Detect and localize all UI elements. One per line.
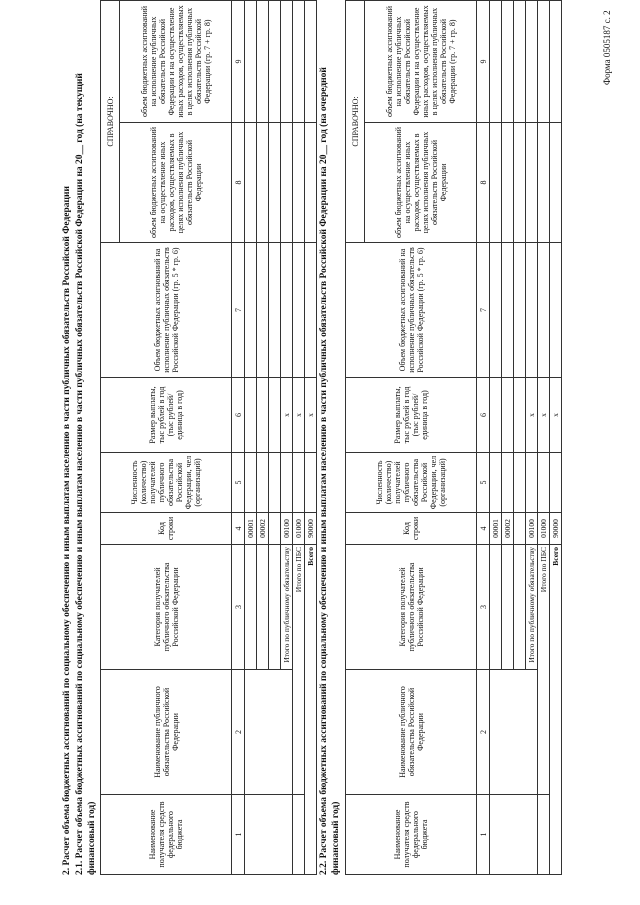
table-row: [550, 1, 562, 875]
line-code-cell: 90000: [305, 513, 317, 545]
line-code-cell: 01000: [538, 513, 550, 545]
x-mark: x: [305, 378, 317, 453]
col-ref-other: объем бюджетных ассигнований на осуществление иных расходов, осуществляемых в целях исполнения публичных обязательств Российской Федерации: [120, 123, 232, 243]
x-mark: x: [538, 378, 550, 453]
table-current-year: [100, 0, 317, 875]
total-pbs-label: Итого по ПБС: [538, 545, 550, 795]
colnum-3: 3: [232, 545, 245, 670]
colnum-7: 7: [232, 243, 245, 378]
col-recipient: Наименование получателя средств федерального бюджета: [101, 795, 232, 875]
subsection-1-title: 2.1. Расчет объема бюджетных ассигнований по социальному обеспечению и иным выплатам населению в части публичных обязательств Российской Федерации на 20__ год (на текущий финансовый год): [75, 73, 97, 875]
table-row: [293, 1, 305, 875]
total-obligation-label: Итого по публичному обязательству: [526, 545, 538, 670]
colnum-6: 6: [232, 378, 245, 453]
table-row: [245, 1, 257, 875]
col-reference: СПРАВОЧНО:: [346, 1, 365, 243]
line-code-cell: 00001: [490, 513, 502, 545]
section-title: 2. Расчет объема бюджетных ассигнований по социальному обеспечению и иным выплатам населению в части публичных обязательств Российской Федерации: [62, 186, 72, 875]
line-code-cell: 00100: [281, 513, 293, 545]
line-code-cell: 00002: [502, 513, 514, 545]
col-line-code: Код строки: [346, 513, 477, 545]
total-pbs-label: Итого по ПБС: [293, 545, 305, 795]
form-code: Форма 0505187 с. 2: [602, 10, 612, 85]
colnum-2: 2: [477, 670, 490, 795]
colnum-8: 8: [477, 123, 490, 243]
col-ref-execution: объем бюджетных ассигнований на исполнение публичных обязательств Российской Федерации и на осуществление иных расходов, осуществляемых в целях исполнения публичных обязательств Российской Федерации (гр. 7 + гр. 8): [120, 1, 232, 123]
colnum-5: 5: [232, 453, 245, 513]
line-code-cell: 01000: [293, 513, 305, 545]
col-count: Численность (количество) получателей публичного обязательства Российской Федерации, чел (организаций): [101, 453, 232, 513]
total-obligation-label: Итого по публичному обязательству: [281, 545, 293, 670]
colnum-4: 4: [232, 513, 245, 545]
subsection-2-title: 2.2. Расчет объема бюджетных ассигнований по социальному обеспечению и иным выплатам населению в части публичных обязательств Российской Федерации на 20__ год (на очередной финансовый год): [319, 67, 341, 875]
table-row: [305, 1, 317, 875]
col-volume: Объем бюджетных ассигнований на исполнение публичных обязательств Российской Федерации (гр. 5 * гр. 6): [346, 243, 477, 378]
col-category: Категория получателей публичного обязательства Российской Федерации: [346, 545, 477, 670]
col-payment-size: Размер выплаты, тыс рублей в год (тыс рублей/единица в год): [101, 378, 232, 453]
colnum-1: 1: [477, 795, 490, 875]
line-code-cell: 00001: [245, 513, 257, 545]
col-category: Категория получателей публичного обязательства Российской Федерации: [101, 545, 232, 670]
col-recipient: Наименование получателя средств федерального бюджета: [346, 795, 477, 875]
line-code-cell: 00100: [526, 513, 538, 545]
colnum-4: 4: [477, 513, 490, 545]
table-row: [490, 1, 502, 875]
colnum-2: 2: [232, 670, 245, 795]
colnum-9: 9: [232, 1, 245, 123]
colnum-1: 1: [232, 795, 245, 875]
col-ref-other: объем бюджетных ассигнований на осуществление иных расходов, осуществляемых в целях исполнения публичных обязательств Российской Федерации: [365, 123, 477, 243]
grand-total-label: Всего: [305, 545, 317, 875]
colnum-3: 3: [477, 545, 490, 670]
line-code-cell: 00002: [257, 513, 269, 545]
col-payment-size: Размер выплаты, тыс рублей в год (тыс рублей/единица в год): [346, 378, 477, 453]
colnum-6: 6: [477, 378, 490, 453]
colnum-5: 5: [477, 453, 490, 513]
table-next-year: [345, 0, 562, 875]
colnum-9: 9: [477, 1, 490, 123]
col-count: Численность (количество) получателей публичного обязательства Российской Федерации, чел (организаций): [346, 453, 477, 513]
col-line-code: Код строки: [101, 513, 232, 545]
x-mark: x: [293, 378, 305, 453]
col-obligation-name: Наименование публичного обязательства Российской Федерации: [101, 670, 232, 795]
colnum-8: 8: [232, 123, 245, 243]
table-row: [538, 1, 550, 875]
colnum-7: 7: [477, 243, 490, 378]
line-code-cell: 90000: [550, 513, 562, 545]
col-volume: Объем бюджетных ассигнований на исполнение публичных обязательств Российской Федерации (гр. 5 * гр. 6): [101, 243, 232, 378]
x-mark: x: [281, 378, 293, 453]
x-mark: x: [526, 378, 538, 453]
col-reference: СПРАВОЧНО:: [101, 1, 120, 243]
col-ref-execution: объем бюджетных ассигнований на исполнение публичных обязательств Российской Федерации и на осуществление иных расходов, осуществляемых в целях исполнения публичных обязательств Российской Федерации (гр. 7 + гр. 8): [365, 1, 477, 123]
x-mark: x: [550, 378, 562, 453]
grand-total-label: Всего: [550, 545, 562, 875]
col-obligation-name: Наименование публичного обязательства Российской Федерации: [346, 670, 477, 795]
